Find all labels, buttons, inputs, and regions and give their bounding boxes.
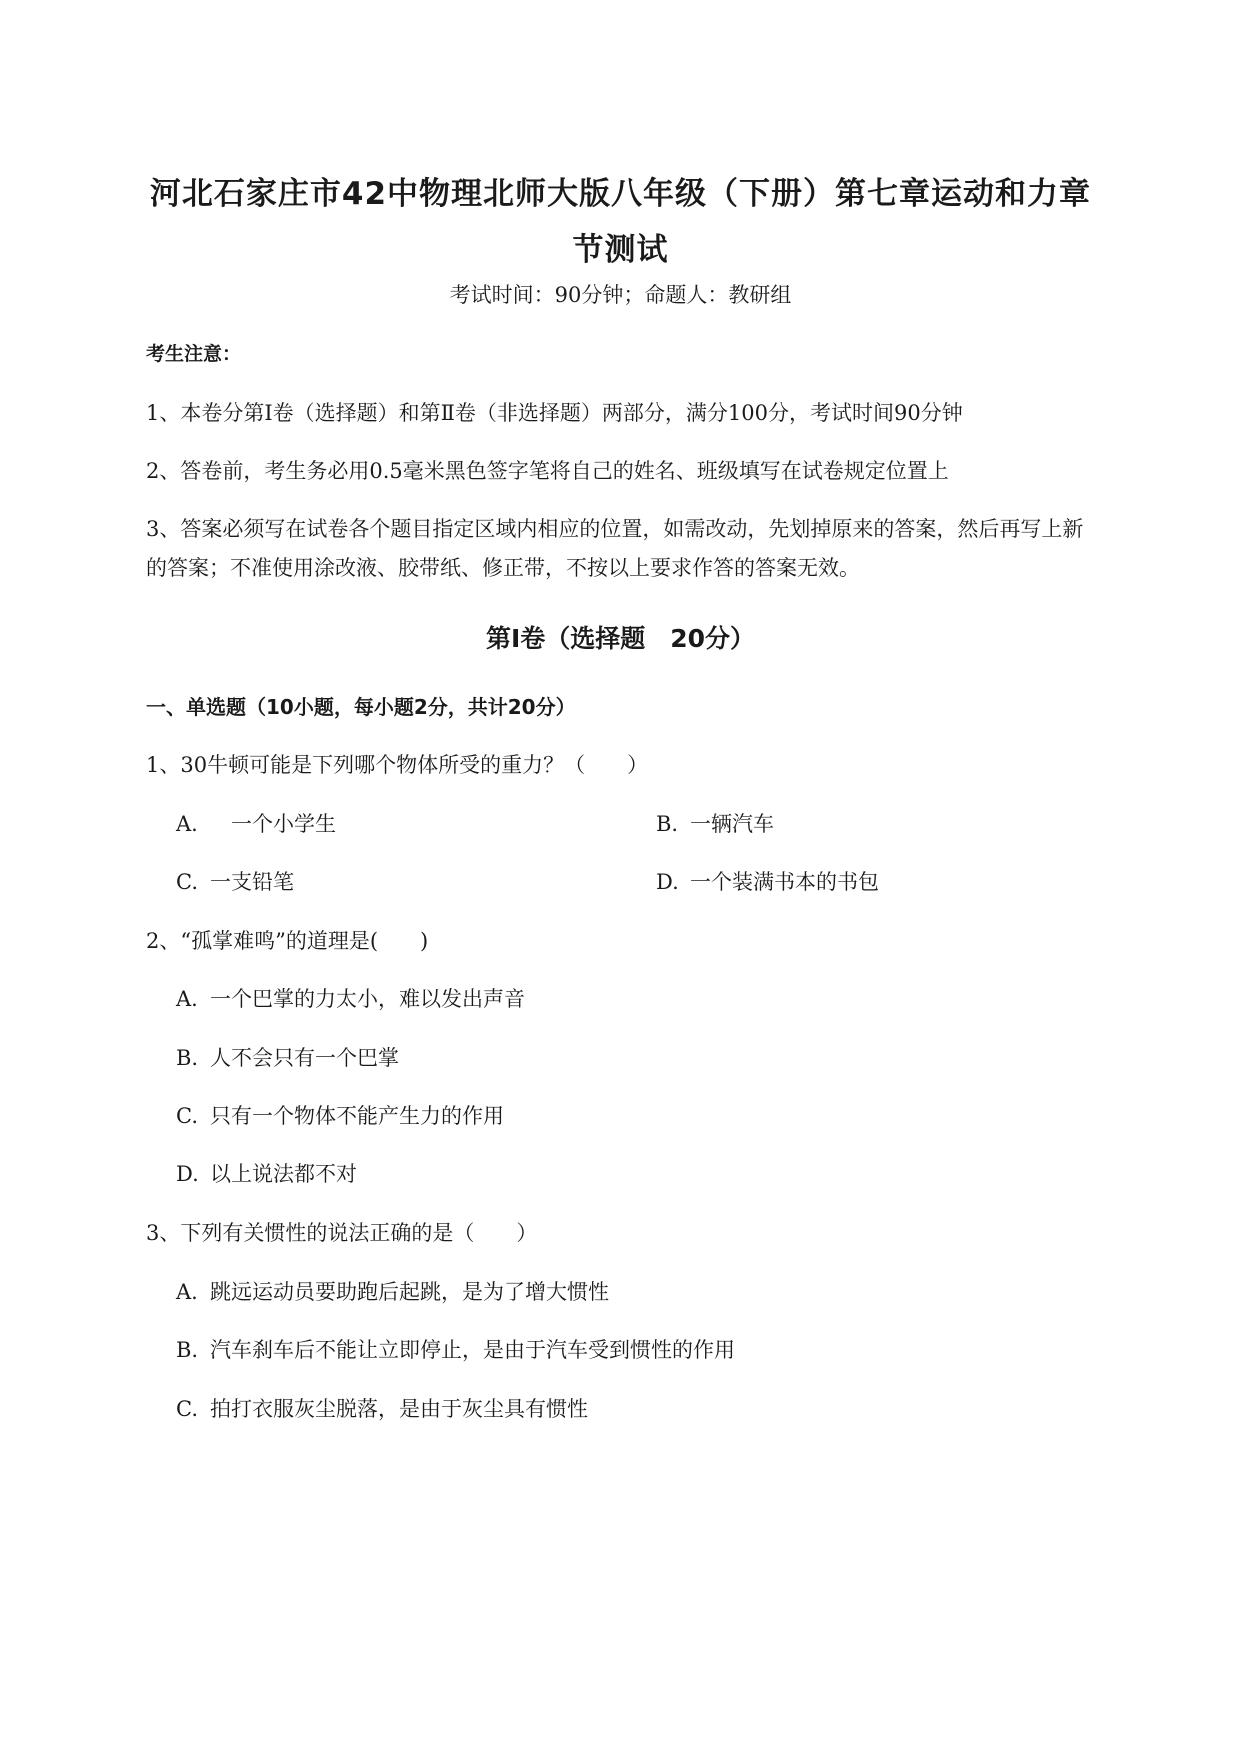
option-text: 汽车刹车后不能让立即停止，是由于汽车受到惯性的作用: [210, 1338, 735, 1362]
option-letter: D.: [176, 1162, 199, 1186]
option-letter: A.: [176, 812, 198, 836]
question-3-stem: 3、下列有关惯性的说法正确的是（ ）: [146, 1221, 538, 1245]
option-text: 一个小学生: [210, 812, 336, 836]
option-letter: A.: [176, 987, 198, 1011]
notice-item-2: 2、答卷前，考生务必用0.5毫米黑色签字笔将自己的姓名、班级填写在试卷规定位置上: [146, 459, 949, 483]
question-2-option-a: [176, 983, 525, 1013]
option-text: 一辆汽车: [690, 812, 774, 836]
question-1-option-c: [176, 866, 294, 896]
question-2-option-d: [176, 1158, 357, 1188]
question-2-option-c: [176, 1100, 504, 1130]
question-1-option-b: [656, 808, 774, 838]
option-text: 人不会只有一个巴掌: [210, 1046, 399, 1070]
option-text: 一个巴掌的力太小，难以发出声音: [210, 987, 525, 1011]
exam-title-line-1: 河北石家庄市42中物理北师大版八年级（下册）第七章运动和力章: [149, 176, 1092, 212]
exam-subtitle: 考试时间：90分钟；命题人：教研组: [449, 283, 792, 307]
option-letter: C.: [176, 1397, 198, 1421]
option-text: 跳远运动员要助跑后起跳，是为了增大惯性: [210, 1280, 609, 1304]
option-letter: C.: [176, 1104, 198, 1128]
option-letter: D.: [656, 870, 679, 894]
option-text: 一支铅笔: [210, 870, 294, 894]
notice-item-3-continued: 的答案；不准使用涂改液、胶带纸、修正带，不按以上要求作答的答案无效。: [146, 556, 860, 580]
notice-item-3: 3、答案必须写在试卷各个题目指定区域内相应的位置，如需改动，先划掉原来的答案，然后再写上新: [146, 517, 1084, 541]
question-3-option-a: [176, 1276, 609, 1306]
exam-title-line-2: 节测试: [572, 232, 669, 268]
option-letter: A.: [176, 1280, 198, 1304]
section-title: 第I卷（选择题 20分）: [485, 624, 756, 653]
question-3-option-b: [176, 1334, 735, 1364]
question-1-option-a: [176, 808, 336, 838]
notice-heading: 考生注意：: [146, 343, 242, 365]
notice-item-1: 1、本卷分第I卷（选择题）和第Ⅱ卷（非选择题）两部分，满分100分，考试时间90分钟: [146, 401, 963, 425]
question-3-option-c: [176, 1393, 588, 1423]
part-heading: 一、单选题（10小题，每小题2分，共计20分）: [146, 695, 576, 719]
option-letter: B.: [656, 812, 679, 836]
option-letter: B.: [176, 1046, 199, 1070]
question-2-stem: 2、“孤掌难鸣”的道理是( ): [146, 929, 429, 953]
option-letter: C.: [176, 870, 198, 894]
question-1-option-d: [656, 866, 879, 896]
question-2-option-b: [176, 1042, 399, 1072]
option-letter: B.: [176, 1338, 199, 1362]
option-text: 拍打衣服灰尘脱落，是由于灰尘具有惯性: [210, 1397, 588, 1421]
question-1-stem: 1、30牛顿可能是下列哪个物体所受的重力？（ ）: [146, 753, 649, 777]
option-text: 一个装满书本的书包: [690, 870, 879, 894]
option-text: 只有一个物体不能产生力的作用: [210, 1104, 504, 1128]
option-text: 以上说法都不对: [210, 1162, 357, 1186]
